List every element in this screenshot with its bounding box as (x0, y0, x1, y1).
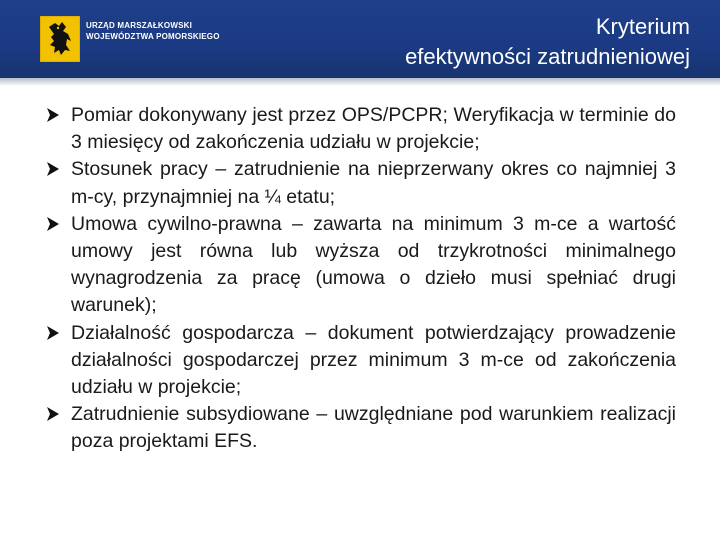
arrow-right-bullet-icon (46, 161, 60, 177)
bullet-list (46, 102, 676, 456)
list-item (46, 211, 676, 320)
org-line-1: URZĄD MARSZAŁKOWSKI (86, 21, 193, 30)
griffin-coat-of-arms-icon (40, 16, 80, 62)
arrow-right-bullet-icon (46, 325, 60, 341)
list-item (46, 156, 676, 210)
list-item (46, 102, 676, 156)
page-title (405, 12, 690, 72)
bullet-text: Stosunek pracy – zatrudnienie na nieprzerwany okres co najmniej 3 m-cy, przynajmniej na ¼ etatu; (71, 158, 676, 208)
bullet-text: Pomiar dokonywany jest przez OPS/PCPR; Weryfikacja w terminie do 3 miesięcy od zakończenia udziału w projekcie; (71, 104, 676, 154)
bullet-text: Zatrudnienie subsydiowane – uwzględniane pod warunkiem realizacji poza projektami EFS. (71, 403, 676, 453)
list-item (46, 401, 676, 455)
header-bar (0, 0, 720, 78)
header-shadow (0, 78, 720, 86)
bullet-text: Umowa cywilno-prawna – zawarta na minimum 3 m-ce a wartość umowy jest równa lub wyższa od trzykrotności minimalnego wynagrodzenia za pracę (umowa o dzieło musi spełniać drugi warunek); (71, 212, 676, 317)
organization-name (86, 20, 220, 42)
bullet-text: Działalność gospodarcza – dokument potwierdzający prowadzenie działalności gospodarczej przez minimum 3 m-ce od zakończenia udziału w projekcie; (71, 321, 676, 399)
arrow-right-bullet-icon (46, 406, 60, 422)
arrow-right-bullet-icon (46, 216, 60, 232)
title-line-1: Kryterium (595, 14, 690, 39)
arrow-right-bullet-icon (46, 107, 60, 123)
list-item (46, 320, 676, 402)
title-line-2: efektywności zatrudnieniowej (405, 44, 690, 69)
org-line-2: WOJEWÓDZTWA POMORSKIEGO (86, 32, 220, 41)
